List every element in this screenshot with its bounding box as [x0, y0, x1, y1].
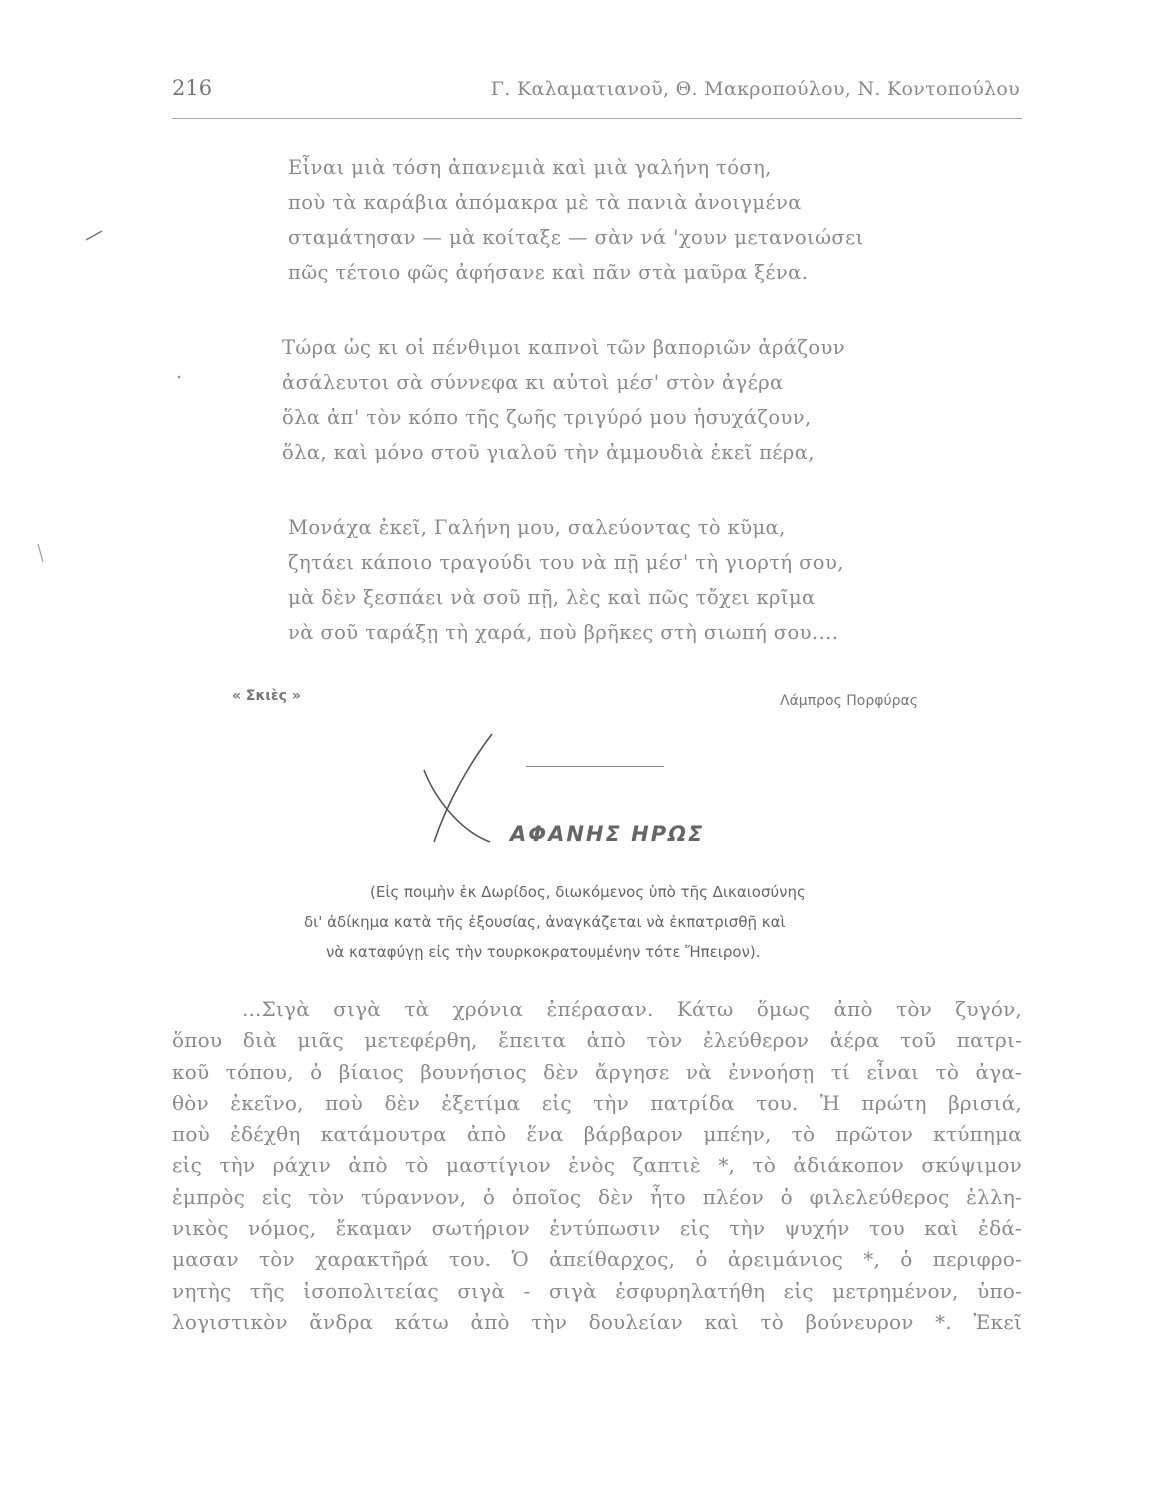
title-rule: [526, 766, 664, 767]
note-line: νὰ καταφύγῃ εἰς τὴν τουρκοκρατουμένην τότε Ἤπειρον).: [326, 943, 761, 961]
prose-line: ὅπου διὰ μιᾶς μετεφέρθη, ἔπειτα ἀπὸ τὸν ἐλεύθερον ἀέρα τοῦ πατρι-: [172, 1028, 1022, 1053]
prose-line: νικὸς νόμος, ἔκαμαν σωτήριον ἐντύπωσιν εἰς τὴν ψυχήν του καὶ ἐδά-: [172, 1216, 1022, 1241]
prose-line: κοῦ τόπου, ὁ βίαιος βουνήσιος δὲν ἄργησε νὰ ἐννοήσῃ τί εἶναι τὸ ἀγα-: [172, 1059, 1022, 1084]
poem-stanza-3: [288, 510, 988, 650]
verse: Μονάχα ἐκεῖ, Γαλήνη μου, σαλεύοντας τὸ κῦμα,: [288, 516, 786, 539]
verse: ὅλα, καὶ μόνο στοῦ γιαλοῦ τὴν ἀμμουδιὰ ἐκεῖ πέρα,: [282, 441, 815, 464]
verse: νὰ σοῦ ταράξῃ τὴ χαρά, ποὺ βρῆκες στὴ σιωπή σου....: [288, 621, 839, 644]
verse: πῶς τέτοιο φῶς ἀφήσανε καὶ πᾶν στὰ μαῦρα ξένα.: [288, 261, 809, 284]
note-line: (Εἰς ποιμὴν ἐκ Δωρίδος, διωκόμενος ὑπὸ τῆς Δικαιοσύνης: [370, 883, 806, 901]
poem: [282, 150, 988, 690]
prose-line: ...Σιγὰ σιγὰ τὰ χρόνια ἐπέρασαν. Κάτω ὅμως ἀπὸ τὸν ζυγόν,: [242, 997, 1022, 1021]
margin-tick-mark: [84, 228, 104, 242]
prose-line: εἰς τὴν ράχιν ἀπὸ τὸ μαστίγιον ἑνὸς ζαπτιὲ *, τὸ ἀδιάκοπον σκύψιμον: [172, 1153, 1022, 1178]
prose-line: μασαν τὸν χαρακτῆρά του. Ὁ ἀπείθαρχος, ὁ ἀρειμάνιος *, ὁ περιφρο-: [172, 1247, 1022, 1272]
section-title: ΑΦΑΝΗΣ ΗΡΩΣ: [510, 822, 705, 846]
running-head: Γ. Καλαματιανοῦ, Θ. Μακροπούλου, Ν. Κοντοπούλου: [490, 78, 1020, 100]
prose-line: ποὺ ἐδέχθη κατάμουτρα ἀπὸ ἕνα βάρβαρον μπέην, τὸ πρῶτον κτύπημα: [172, 1122, 1022, 1147]
header-rule: [172, 118, 1022, 119]
note-line: δι' ἀδίκημα κατὰ τῆς ἐξουσίας, ἀναγκάζεται νὰ ἐκπατρισθῇ καὶ: [304, 913, 786, 931]
verse: σταμάτησαν — μὰ κοίταξε — σὰν νά 'χουν μετανοιώσει: [288, 226, 864, 249]
prose-line: ἐμπρὸς εἰς τὸν τύραννον, ὁ ὁποῖος δὲν ἦτο πλέον ὁ φιλελεύθερος ἑλλη-: [172, 1184, 1022, 1209]
prose-line: λογιστικὸν ἄνδρα κάτω ἀπὸ τὴν δουλείαν καὶ τὸ βούνευρον *. Ἐκεῖ: [172, 1309, 1022, 1334]
verse: ζητάει κάποιο τραγούδι του νὰ πῇ μέσ' τὴ γιορτή σου,: [288, 551, 844, 574]
verse: ποὺ τὰ καράβια ἀπόμακρα μὲ τὰ πανιὰ ἀνοιγμένα: [288, 191, 802, 214]
margin-dot-mark: [176, 374, 182, 380]
poem-stanza-2: [282, 330, 988, 470]
prose-line: θὸν ἐκεῖνο, ποὺ δὲν ἐξετίμα εἰς τὴν πατρίδα του. Ἡ πρώτη βρισιά,: [172, 1090, 1022, 1115]
verse: Εἶναι μιὰ τόση ἀπανεμιὰ καὶ μιὰ γαλήνη τόση,: [288, 156, 772, 179]
section-note: [304, 877, 1024, 967]
verse: Τώρα ὡς κι οἱ πένθιμοι καπνοὶ τῶν βαποριῶν ἀράζουν: [282, 336, 846, 359]
poem-source: « Σκιὲς »: [232, 688, 301, 704]
verse: μὰ δὲν ξεσπάει νὰ σοῦ πῇ, λὲς καὶ πῶς τὄχει κρῖμα: [288, 586, 816, 609]
poem-author: Λάμπρος Πορφύρας: [780, 693, 918, 709]
margin-line-mark: [36, 542, 46, 564]
prose-body: [172, 994, 1022, 1338]
handwritten-x-mark: [420, 730, 520, 850]
verse: ὅλα ἀπ' τὸν κόπο τῆς ζωῆς τριγύρό μου ἡσυχάζουν,: [282, 406, 812, 429]
page-number: 216: [172, 76, 213, 100]
prose-line: νητὴς τῆς ἰσοπολιτείας σιγὰ - σιγὰ ἐσφυρηλατήθη εἰς μετρημένον, ὑπο-: [172, 1278, 1022, 1303]
verse: ἀσάλευτοι σὰ σύννεφα κι αὐτοὶ μέσ' στὸν ἀγέρα: [282, 371, 784, 394]
poem-stanza-1: [288, 150, 988, 290]
page-header: [172, 76, 1020, 116]
